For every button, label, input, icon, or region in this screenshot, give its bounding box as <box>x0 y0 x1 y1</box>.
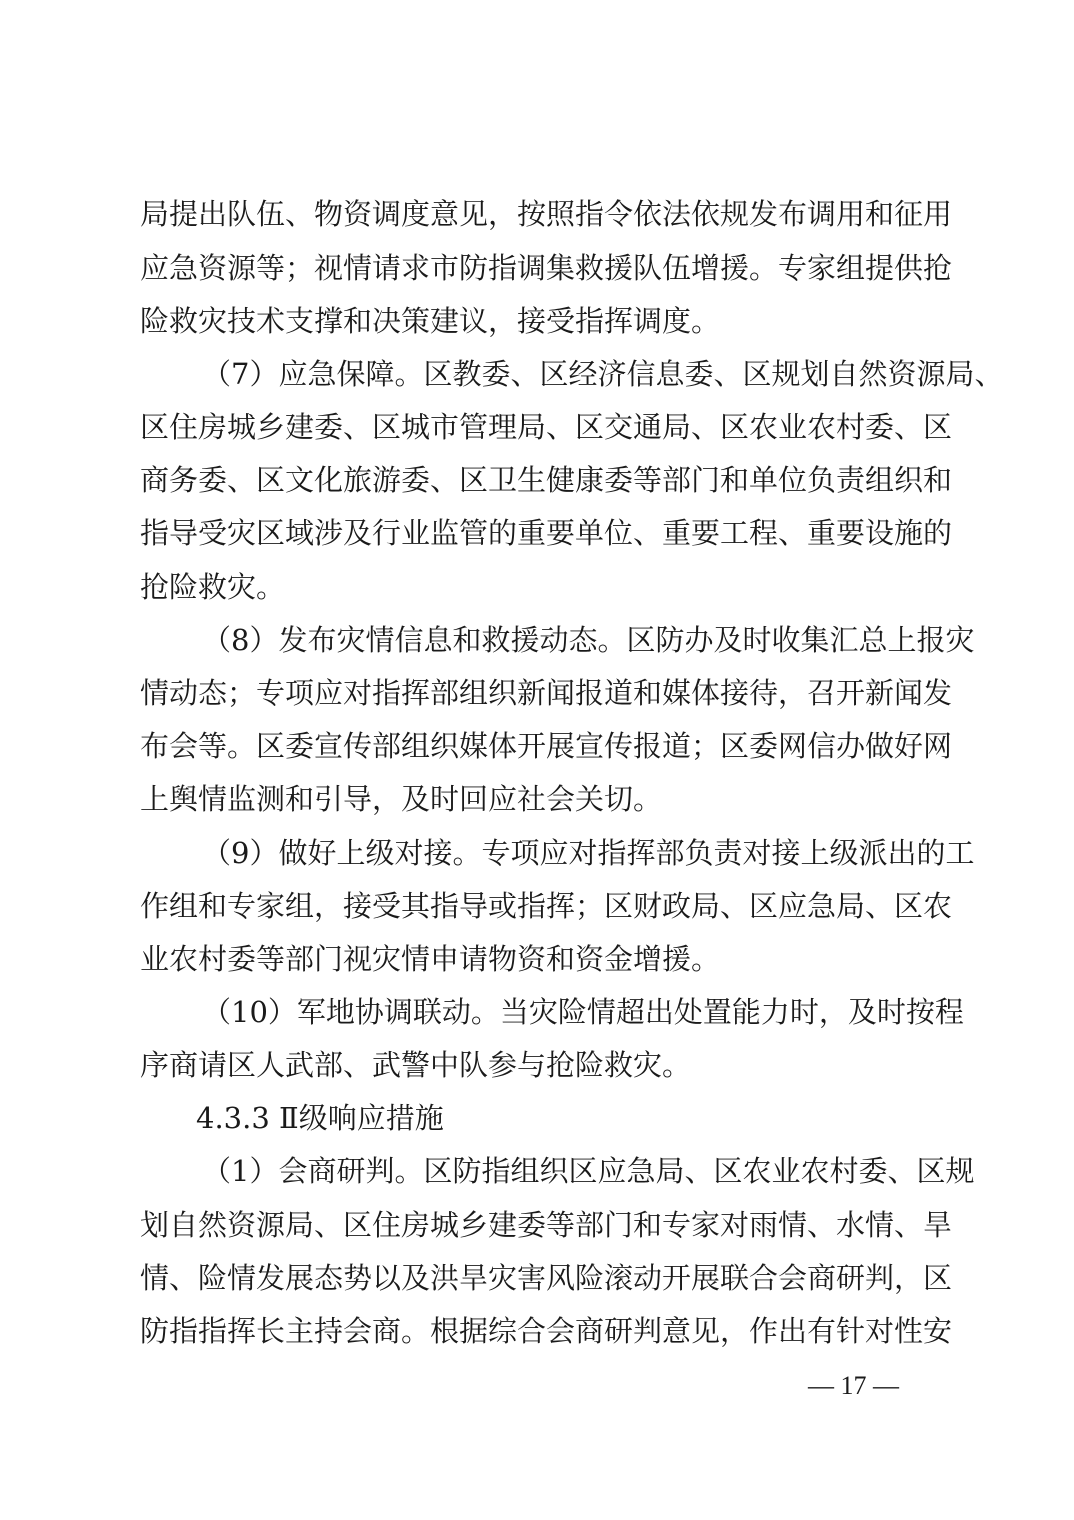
paragraph-1-line: （1）会商研判。区防指组织区应急局、区农业农村委、区规 <box>202 1154 975 1188</box>
body-text-line: 商务委、区文化旅游委、区卫生健康委等部门和单位负责组织和 <box>140 463 953 497</box>
paragraph-10-line: （10）军地协调联动。当灾险情超出处置能力时，及时按程 <box>202 995 964 1029</box>
paragraph-7-line: （7）应急保障。区教委、区经济信息委、区规划自然资源局、 <box>202 357 1004 391</box>
body-text-line: 业农村委等部门视灾情申请物资和资金增援。 <box>140 942 721 976</box>
paragraph-9-line: （9）做好上级对接。专项应对指挥部负责对接上级派出的工 <box>202 836 975 870</box>
page-number: — 17 — <box>808 1371 899 1400</box>
body-text-line: 应急资源等；视情请求市防指调集救援队伍增援。专家组提供抢 <box>140 251 953 285</box>
body-text-line: 作组和专家组，接受其指导或指挥；区财政局、区应急局、区农 <box>140 889 953 923</box>
body-text-line: 布会等。区委宣传部组织媒体开展宣传报道；区委网信办做好网 <box>140 729 953 763</box>
section-heading: 4.3.3 Ⅱ级响应措施 <box>196 1101 444 1135</box>
body-text-line: 抢险救灾。 <box>140 570 286 604</box>
body-text-line: 上舆情监测和引导，及时回应社会关切。 <box>140 782 663 816</box>
body-text-line: 划自然资源局、区住房城乡建委等部门和专家对雨情、水情、旱 <box>140 1208 953 1242</box>
body-text-line: 防指指挥长主持会商。根据综合会商研判意见，作出有针对性安 <box>140 1314 953 1348</box>
body-text-line: 情、险情发展态势以及洪旱灾害风险滚动开展联合会商研判，区 <box>140 1261 953 1295</box>
body-text-line: 情动态；专项应对指挥部组织新闻报道和媒体接待，召开新闻发 <box>140 676 953 710</box>
body-text-line: 指导受灾区域涉及行业监管的重要单位、重要工程、重要设施的 <box>140 516 953 550</box>
body-text-line: 序商请区人武部、武警中队参与抢险救灾。 <box>140 1048 692 1082</box>
paragraph-8-line: （8）发布灾情信息和救援动态。区防办及时收集汇总上报灾 <box>202 623 975 657</box>
body-text-line: 险救灾技术支撑和决策建议，接受指挥调度。 <box>140 304 721 338</box>
body-text-line: 局提出队伍、物资调度意见，按照指令依法依规发布调用和征用 <box>140 197 953 231</box>
body-text-line: 区住房城乡建委、区城市管理局、区交通局、区农业农村委、区 <box>140 410 953 444</box>
